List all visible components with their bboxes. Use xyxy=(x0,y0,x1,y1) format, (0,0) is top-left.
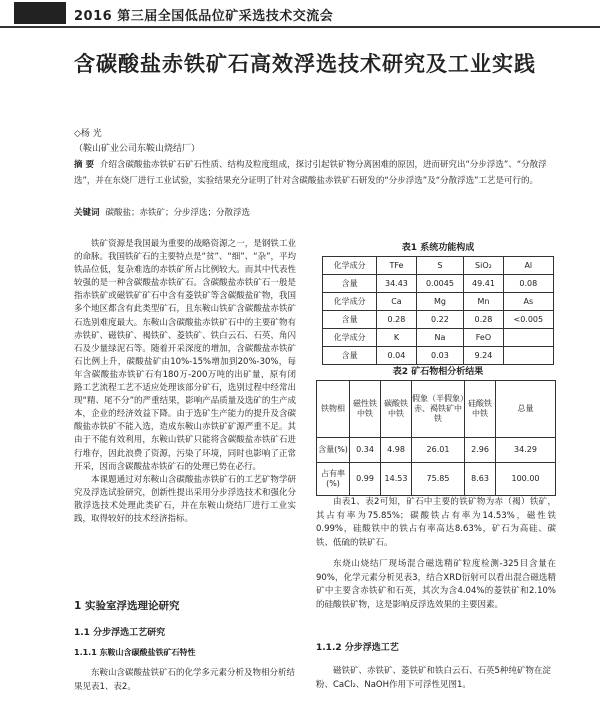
table-cell: FeO xyxy=(464,329,503,347)
affiliation: （鞍山矿业公司东鞍山烧结厂） xyxy=(74,144,201,154)
table-cell: 4.98 xyxy=(381,438,412,463)
table-cell: 0.03 xyxy=(416,347,464,365)
table-cell: 100.00 xyxy=(496,463,556,496)
table-cell: 占有率(%) xyxy=(317,463,350,496)
table-cell: 0.28 xyxy=(377,311,416,329)
body-paragraph: 铁矿资源是我国最为重要的战略资源之一，是钢铁工业的命脉。我国铁矿石的主要特点是“贫”、“细”、“杂”，平均铁品位低，复杂难选的赤铁矿所占比例较大。而其中代表性较强的是一种含碳酸盐赤铁矿石。含碳酸盐赤铁矿石一般是指赤铁矿或磁铁矿矿石中含有菱铁矿等含碳酸盐矿物，我国多个地区都含有此类型矿石，且东鞍山铁矿含碳酸盐赤铁矿石选别难度最大。东鞍山含碳酸盐赤铁矿石中的主要矿物有赤铁矿、磁铁矿、褐铁矿、菱铁矿、铁白云石、石英、角闪石及少量绿泥石等。随着开采深度的增加，含碳酸盐赤铁矿石比例上升，碳酸盐矿由10%-15%增加到20%-30%，每年含碳酸盐赤铁矿石有180万-200万吨的出矿量，原有闭路工艺流程工艺不适应处理该部分矿石，选别过程中经常出现“精、尾不分”的严重结果，影响产品质量及选矿的生产成本，企业的经济效益下降。由于选矿生产能力的提升及含碳酸盐赤铁矿不能入选，造成东鞍山赤铁矿矿源严重不足。其由于不能有效利用，东鞍山铁矿只能将含碳酸盐赤铁矿石进行堆存，因此浪费了资源，污染了环境，同时也影响了正常开采，因而含碳酸盐赤铁矿石的处理已势在必行。 xyxy=(74,239,296,472)
abstract-label: 摘 要 xyxy=(74,160,94,170)
subsubsection-heading: 1.1.1 东鞍山含碳酸盐铁矿石特性 xyxy=(74,648,196,657)
table-row xyxy=(323,329,554,347)
table-cell: As xyxy=(503,293,553,311)
table-header-cell: 铁物相 xyxy=(317,381,350,438)
table-cell: 0.22 xyxy=(416,311,464,329)
keywords-text: 碳酸盐；赤铁矿；分步浮选；分散浮选 xyxy=(105,208,251,218)
table-row xyxy=(323,347,554,365)
subsection-heading: 1.1.2 分步浮选工艺 xyxy=(316,643,399,653)
table-cell: 0.99 xyxy=(350,463,381,496)
table-cell: 9.24 xyxy=(464,347,503,365)
table-cell: 化学成分 xyxy=(323,257,377,275)
table-cell: Al xyxy=(503,257,553,275)
body-paragraph: 东烧山烧结厂现场混合磁选精矿粒度检测-325目含量在90%，化学元素分析见表3，结合XRD衍射可以看出混合磁选精矿中主要含赤铁矿和石英，其次为含4.04%的菱铁矿和2.10%的硅酸铁矿物，这是影响反浮选效果的主要因素。 xyxy=(316,559,556,610)
table-header-row xyxy=(317,381,556,438)
table-cell: 0.04 xyxy=(377,347,416,365)
body-paragraph: 由表1、表2可知，矿石中主要的铁矿物为赤（褐）铁矿，其占有率为75.85%；碳酸铁占有率为14.53%，磁性铁0.99%，硅酸铁中的铁占有率高达8.63%，矿石为高硅、碳铁、低硫的铁矿石。 xyxy=(316,497,556,548)
table-cell: 8.63 xyxy=(465,463,496,496)
table-cell: SiO₂ xyxy=(464,257,503,275)
table-cell: Mg xyxy=(416,293,464,311)
table-cell: 34.43 xyxy=(377,275,416,293)
keywords xyxy=(74,206,250,218)
abstract-text: 介绍含碳酸盐赤铁矿石矿石性质、结构及粒度组成，探讨引起铁矿物分离困难的原因，进而研究出“分步浮选”、“分散浮选”，并在东烧厂进行工业试验，实验结果充分证明了针对含碳酸盐赤铁矿石研发的“分步浮选”及“分散浮选”工艺是可行的。 xyxy=(74,160,547,186)
table-cell xyxy=(503,347,553,365)
table-row xyxy=(323,275,554,293)
table-cell: 75.85 xyxy=(412,463,465,496)
abstract xyxy=(74,157,554,189)
table-header-cell: 硅酸铁中铁 xyxy=(465,381,496,438)
table-header-cell: 磁性铁中铁 xyxy=(350,381,381,438)
table-cell: Na xyxy=(416,329,464,347)
author: ◇杨 光 xyxy=(74,129,102,139)
table2-caption: 表2 矿石物相分析结果 xyxy=(392,367,484,377)
left-column-body xyxy=(74,238,296,526)
table-cell: Mn xyxy=(464,293,503,311)
table-cell: 2.96 xyxy=(465,438,496,463)
table1 xyxy=(322,256,554,365)
table-row xyxy=(323,257,554,275)
table-header-cell: 假象（半假象）赤、褐铁矿中铁 xyxy=(412,381,465,438)
table-row xyxy=(323,311,554,329)
table-cell: TFe xyxy=(377,257,416,275)
table-cell: S xyxy=(416,257,464,275)
table-row xyxy=(317,438,556,463)
conference-title: 2016 第三届全国低品位矿采选技术交流会 xyxy=(74,9,334,24)
right-column-body xyxy=(316,496,556,612)
table-cell: 含量 xyxy=(323,275,377,293)
table-cell: K xyxy=(377,329,416,347)
table-cell: 化学成分 xyxy=(323,293,377,311)
conference-header xyxy=(0,0,600,28)
table-cell: 含量 xyxy=(323,311,377,329)
table-cell xyxy=(503,329,553,347)
table-cell: <0.005 xyxy=(503,311,553,329)
table-cell: 26.01 xyxy=(412,438,465,463)
table-cell: 含量 xyxy=(323,347,377,365)
body-paragraph: 本课题通过对东鞍山含碳酸盐赤铁矿石的工艺矿物学研究及浮选试验研究，创新性提出采用分步浮选技术和强化分散浮选技术处理此类矿石，并在东鞍山烧结厂进行工业实践，取得较好的技术经济指标。 xyxy=(74,474,296,524)
keywords-label: 关键词 xyxy=(74,208,100,218)
table1-caption: 表1 系统功能构成 xyxy=(401,243,475,253)
table-cell: 化学成分 xyxy=(323,329,377,347)
table-cell: 49.41 xyxy=(464,275,503,293)
table2 xyxy=(316,380,556,496)
subsection-heading: 1.1 分步浮选工艺研究 xyxy=(74,628,166,638)
table-row xyxy=(323,293,554,311)
section-heading: 1 实验室浮选理论研究 xyxy=(74,600,180,612)
table-cell: 0.34 xyxy=(350,438,381,463)
table-header-cell: 总量 xyxy=(496,381,556,438)
table-cell: 34.29 xyxy=(496,438,556,463)
table-cell: 0.28 xyxy=(464,311,503,329)
header-black-block xyxy=(14,2,66,24)
body-paragraph: 东鞍山含碳酸盐铁矿石的化学多元素分析及物相分析结果见表1、表2。 xyxy=(74,668,296,692)
table-cell: 0.08 xyxy=(503,275,553,293)
body-paragraph: 磁铁矿、赤铁矿、菱铁矿和铁白云石、石英5种纯矿物在淀粉、CaCl₂、NaOH作用下可浮性见图1。 xyxy=(316,666,551,690)
table-header-cell: 碳酸铁中铁 xyxy=(381,381,412,438)
table-cell: 14.53 xyxy=(381,463,412,496)
paper-title: 含碳酸盐赤铁矿石高效浮选技术研究及工业实践 xyxy=(74,52,536,76)
table-cell: 含量(%) xyxy=(317,438,350,463)
table-cell: 0.0045 xyxy=(416,275,464,293)
table-row xyxy=(317,463,556,496)
table-cell: Ca xyxy=(377,293,416,311)
